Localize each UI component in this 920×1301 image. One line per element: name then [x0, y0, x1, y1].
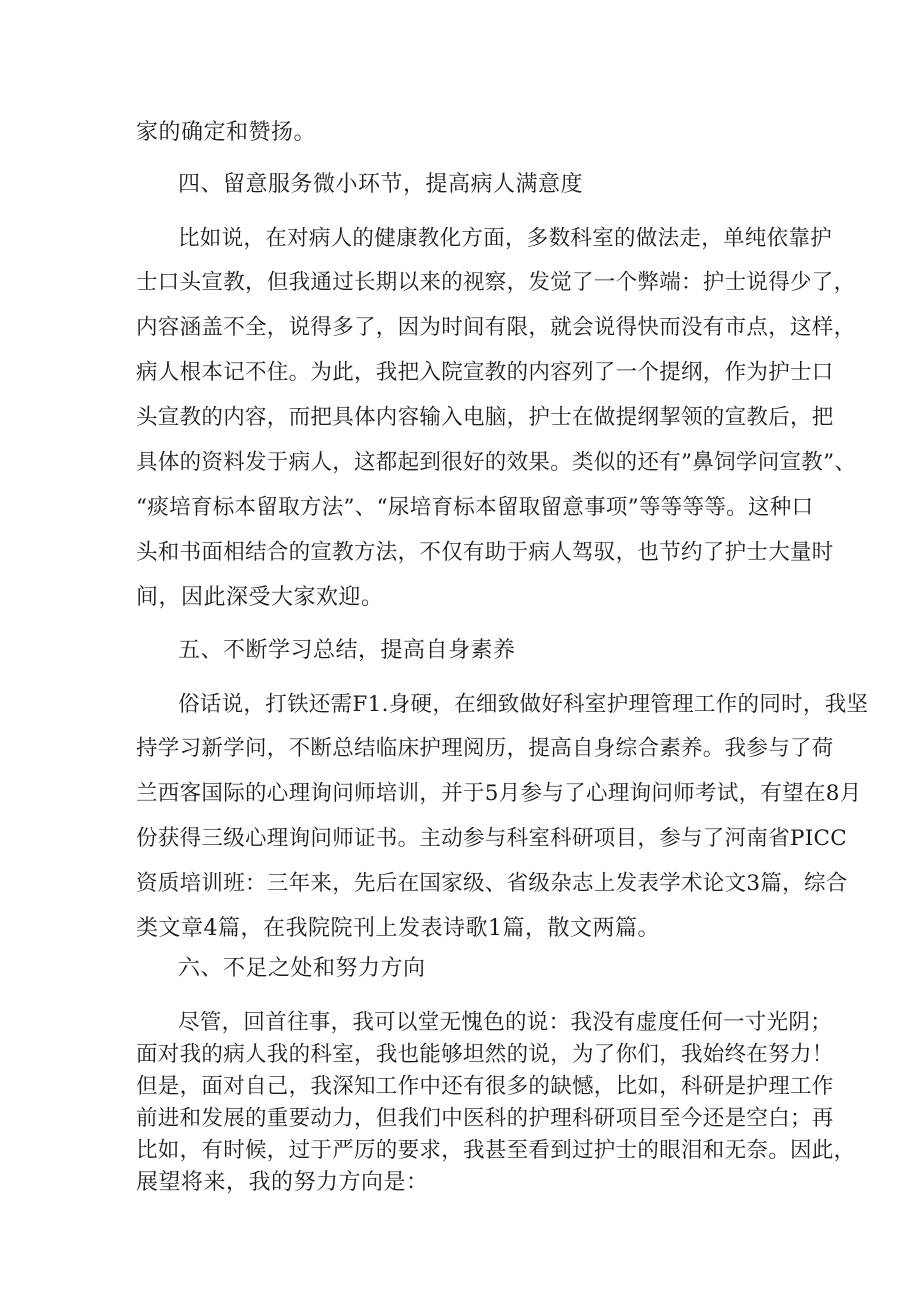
paragraph-line: 兰西客国际的心理询问师培训，并于5月参与了心理询问师考试，有望在8月 [136, 781, 862, 806]
paragraph-line: 类文章4篇，在我院院刊上发表诗歌1篇，散文两篇。 [136, 916, 660, 941]
paragraph-line: 资质培训班：三年来，先后在国家级、省级杂志上发表学术论文3篇，综合 [136, 871, 848, 896]
paragraph-line: 展望将来，我的努力方向是： [136, 1170, 429, 1195]
paragraph-line: 比如，有时候，过于严厉的要求，我甚至看到过护士的眼泪和无奈。因此， [136, 1138, 856, 1163]
paragraph-line: 面对我的病人我的科室，我也能够坦然的说，为了你们，我始终在努力！ [136, 1042, 834, 1067]
section-heading: 五、不断学习总结，提高自身素养 [178, 638, 516, 663]
paragraph-line: 比如说，在对病人的健康教化方面，多数科室的做法走，单纯依靠护 [178, 226, 833, 251]
paragraph-line: 士口头宣教，但我通过长期以来的视察，发觉了一个弊端：护士说得少了， [136, 270, 856, 295]
paragraph-line: 内容涵盖不全，说得多了，因为时间有限，就会说得快而没有市点，这样， [136, 315, 856, 340]
paragraph-line: 头和书面相结合的宣教方法，不仅有助于病人驾驭，也节约了护士大量时 [136, 540, 834, 565]
paragraph-line: 家的确定和赞扬。 [136, 120, 317, 145]
paragraph-line: 份获得三级心理询问师证书。主动参与科室科研项目，参与了河南省PICC [136, 826, 848, 851]
paragraph-line: 持学习新学问，不断总结临床护理阅历，提高自身综合素养。我参与了荷 [136, 736, 834, 761]
paragraph-line: 头宣教的内容，而把具体内容输入电脑，护士在做提纲挈领的宣教后，把 [136, 405, 834, 430]
paragraph-line: 俗话说，打铁还需F1.身硬，在细致做好科室护理管理工作的同时，我坚 [178, 692, 869, 717]
paragraph-line: 具体的资料发于病人，这都起到很好的效果。类似的还有”鼻饲学问宣教”、 [136, 450, 857, 475]
paragraph-line: “痰培育标本留取方法”、“尿培育标本留取留意事项”等等等等。这种口 [136, 495, 814, 520]
paragraph-line: 尽管，回首往事，我可以堂无愧色的说：我没有虚度任何一寸光阴； [178, 1010, 833, 1035]
section-heading: 六、不足之处和努力方向 [178, 956, 426, 981]
section-heading: 四、留意服务微小环节，提高病人满意度 [178, 172, 584, 197]
paragraph-line: 但是，面对自己，我深知工作中还有很多的缺憾，比如，科研是护理工作 [136, 1074, 834, 1099]
paragraph-line: 间，因此深受大家欢迎。 [136, 585, 384, 610]
paragraph-line: 前进和发展的重要动力，但我们中医科的护理科研项目至今还是空白；再 [136, 1106, 834, 1131]
paragraph-line: 病人根本记不住。为此，我把入院宣教的内容列了一个提纲，作为护士口 [136, 360, 834, 385]
